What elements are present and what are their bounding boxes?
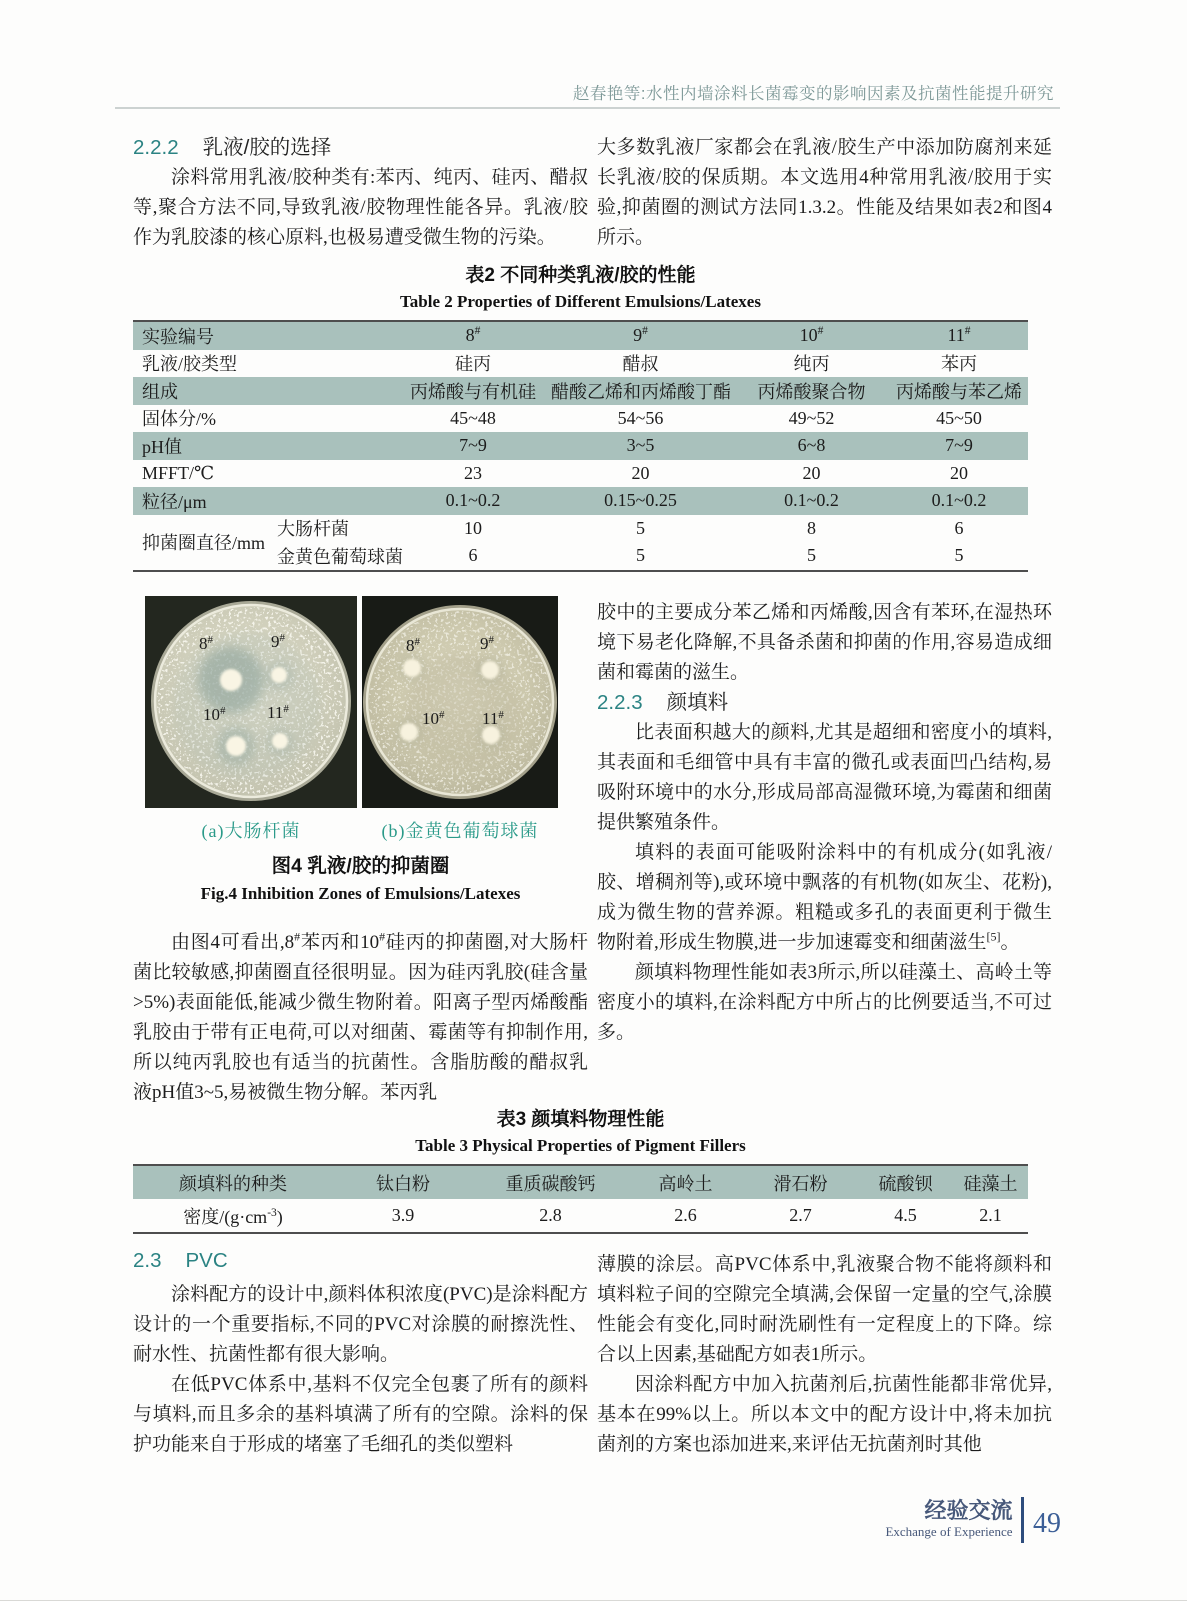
cell: 丙烯酸与苯乙烯 [896, 381, 1022, 402]
cell: 3~5 [626, 435, 655, 456]
paragraph: 涂料配方的设计中,颜料体积浓度(PVC)是涂料配方设计的一个重要指标,不同的PVC对涂膜的耐擦洗性、耐水性、抗菌性都有很大影响。 [133, 1284, 588, 1365]
cell [548, 321, 733, 350]
paragraph: 因涂料配方中加入抗菌剂后,抗菌性能都非常优异,基本在99%以上。所以本文中的配方设计中,将未加抗菌剂的方案也添加进来,来评估无抗菌剂时其他 [597, 1374, 1052, 1455]
table-row [133, 1165, 1028, 1199]
row-label: 抑菌圈直径/mm [142, 533, 266, 553]
paragraph: 大多数乳液厂家都会在乳液/胶生产中添加防腐剂来延长乳液/胶的保质期。本文选用4种常用乳液/胶用于实验,抑菌圈的测试方法同1.3.2。性能及结果如表2和图4所示。 [597, 137, 1052, 248]
left-column-bottom [133, 1246, 588, 1460]
cell: 23 [464, 462, 482, 483]
page-footer [885, 1497, 1061, 1543]
cell: 硅丙 [455, 354, 491, 375]
paragraph: 比表面积越大的颜料,尤其是超细和密度小的填料,其表面和毛细管中具有丰富的微孔或表面凹凸结构,易吸附环境中的水分,形成局部高湿微环境,为霉菌和细菌提供繁殖条件。 [597, 722, 1052, 833]
header-rule [115, 107, 1060, 109]
table-row [133, 350, 1028, 378]
table-row [133, 321, 1028, 350]
caption-a: (a)大肠杆菌 [201, 821, 301, 841]
table-row [133, 487, 1028, 515]
dish-label-10: 10# [203, 705, 226, 724]
dish-label-8: 8# [406, 636, 420, 655]
dish-label-8: 8# [199, 634, 213, 653]
cell: 45~50 [936, 407, 982, 428]
sample-disc-8 [403, 659, 421, 677]
cell: 20 [950, 462, 968, 483]
cell: 醋叔 [622, 354, 659, 375]
section-number: 2.3 [133, 1249, 162, 1272]
cell: 10 [464, 517, 482, 538]
footer-section-name [885, 1499, 1012, 1541]
cell: 7~9 [459, 435, 487, 456]
cell [733, 321, 890, 350]
column-header: 高岭土 [658, 1173, 713, 1194]
row-label: 密度$/(g\cdot cm^{-3})$ [183, 1206, 283, 1227]
table-3-caption-cn: 表3 颜填料物理性能 [496, 1109, 665, 1130]
column-header: 硅藻土 [963, 1173, 1018, 1194]
section-title: 乳液/胶的选择 [202, 136, 332, 159]
cell: 纯丙 [793, 354, 830, 375]
sample-disc-11 [272, 733, 288, 749]
sample-disc-11 [482, 726, 500, 744]
cell: 20 [631, 462, 650, 483]
cell: 醋酸乙烯和丙烯酸丁酯 [551, 381, 731, 402]
cell: 5 [636, 545, 645, 566]
cell: 2.7 [789, 1205, 812, 1225]
cell: 45~48 [450, 407, 496, 428]
paragraph: 薄膜的涂层。高PVC体系中,乳液聚合物不能将颜料和填料粒子间的空隙完全填满,会保留一定量的空气,涂膜性能会有变化,同时耐洗刷性有一定程度上的下降。综合以上因素,基础配方如表1所示。 [597, 1254, 1052, 1365]
sample-disc-10 [400, 723, 418, 741]
table-2 [133, 320, 1028, 572]
running-head: 赵春艳等:水性内墙涂料长菌霉变的影响因素及抗菌性能提升研究 [572, 85, 1054, 103]
figure-4-caption-cn: 图4 乳液/胶的抑菌圈 [271, 855, 450, 877]
right-column-middle [597, 598, 1052, 1048]
cell: 5 [807, 545, 816, 566]
table-row [133, 1199, 1028, 1233]
page-number: 49 [1033, 1508, 1061, 1539]
paragraph: 由图4可看出,8#苯丙和10#硅丙的抑菌圈,对大肠杆菌比较敏感,抑菌圈直径很明显。因为硅丙乳胶(硅含量>5%)表面能低,能减少微生物附着。阳离子型丙烯酸酯乳胶由于带有正电荷,可以对细菌、霉菌等有抑制作用,所以纯丙乳胶也有适当的抗菌性。含脂肪酸的醋叔乳液pH值3~5,易被微生物分解。苯丙乳 [133, 929, 588, 1103]
column-header: 滑石粉 [773, 1173, 828, 1194]
table-row [133, 405, 1028, 433]
sample-id: 11 [947, 325, 965, 346]
column-header: 颜填料的种类 [179, 1173, 287, 1194]
section-title: PVC [185, 1249, 228, 1272]
column-header: 硫酸钡 [878, 1173, 933, 1194]
column-header: 钛白粉 [376, 1173, 430, 1194]
petri-dish-photo-ecoli [145, 596, 357, 808]
cell: 0.1~0.2 [784, 490, 839, 511]
cell: 7~9 [945, 435, 973, 456]
cell: 0.1~0.2 [931, 490, 987, 511]
paragraph: 在低PVC体系中,基料不仅完全包裹了所有的颜料与填料,而且多余的基料填满了所有的空隙。涂料的保护功能来自于形成的堵塞了毛细孔的类似塑料 [133, 1374, 588, 1455]
footer-divider-bar [1021, 1497, 1025, 1543]
figure-4-caption-en: Fig.4 Inhibition Zones of Emulsions/Latexes [200, 884, 521, 903]
sample-disc-9 [481, 661, 499, 679]
section-heading-23 [133, 1246, 588, 1276]
footer-en: Exchange of Experience [885, 1524, 1013, 1539]
cell: 5 [636, 517, 645, 538]
cell [398, 321, 548, 350]
table-row [133, 515, 1028, 543]
hash-sup: # [642, 325, 648, 338]
section-heading-223 [597, 688, 1052, 718]
section-number: 2.2.3 [597, 691, 643, 714]
petri-dish-photo-saureus [362, 596, 558, 808]
section-number: 2.2.2 [133, 136, 179, 159]
row-label: 实验编号 [142, 326, 214, 347]
table-row [133, 377, 1028, 405]
caption-b: (b)金黄色葡萄球菌 [381, 821, 539, 841]
cell: 2.6 [674, 1205, 697, 1225]
cell [890, 321, 1028, 350]
section-title: 颜填料 [666, 691, 729, 714]
figure-4-block [133, 596, 588, 1108]
cell: 3.9 [391, 1205, 415, 1225]
dish-label-9: 9# [271, 632, 285, 651]
right-column-top [597, 133, 1052, 253]
cell: 苯丙 [941, 354, 977, 375]
dish-label-10: 10# [422, 709, 445, 728]
cell: 2.8 [539, 1205, 562, 1225]
row-label: 粒径/μm [142, 491, 207, 512]
cell: 4.5 [894, 1205, 917, 1225]
sample-id: 9 [633, 325, 643, 346]
row-label: 乳液/胶类型 [142, 354, 238, 375]
cell: 6 [468, 545, 478, 566]
row-label: MFFT/℃ [142, 462, 215, 483]
cell: 49~52 [788, 407, 835, 428]
dish-label-11: 11# [267, 703, 289, 722]
table-2-block [133, 264, 1028, 572]
right-column-bottom [597, 1250, 1052, 1460]
table-row [133, 460, 1028, 488]
table-2-caption-en: Table 2 Properties of Different Emulsions/Latexes [400, 292, 761, 311]
sample-disc-8 [220, 669, 242, 691]
table-row [133, 432, 1028, 460]
sample-id: 10 [799, 325, 818, 346]
paragraph: 颜填料物理性能如表3所示,所以硅藻土、高岭土等密度小的填料,在涂料配方中所占的比例要适当,不可过多。 [597, 962, 1052, 1043]
table-3 [133, 1164, 1028, 1234]
petri-dish-photos [145, 596, 588, 808]
paragraph: 填料的表面可能吸附涂料中的有机成分(如乳液/胶、增稠剂等),或环境中飘落的有机物(如灰尘、花粉),成为微生物的营养源。粗糙或多孔的表面更利于微生物附着,形成生物膜,进一步加速霉变和细菌滋生[5]。 [597, 842, 1052, 953]
section-heading-222 [133, 133, 588, 163]
table-3-caption-en: Table 3 Physical Properties of Pigment Fillers [415, 1136, 746, 1155]
cell: 5 [954, 545, 964, 566]
row-label: 固体分/% [142, 409, 216, 430]
sub-label: 金黄色葡萄球菌 [277, 546, 403, 567]
table-3-block [133, 1108, 1028, 1234]
row-label: 组成 [142, 381, 178, 402]
hash-sup: # [817, 325, 824, 338]
dish-label-9: 9# [480, 634, 494, 653]
footer-cn: 经验交流 [924, 1498, 1013, 1523]
subfigure-captions [145, 817, 588, 843]
sample-id: 8 [465, 325, 475, 346]
column-header: 重质碳酸钙 [505, 1173, 596, 1194]
hash-sup: # [964, 325, 971, 338]
paragraph: 涂料常用乳液/胶种类有:苯丙、纯丙、硅丙、醋叔等,聚合方法不同,导致乳液/胶物理性能各异。乳液/胶作为乳胶漆的核心原料,也极易遭受微生物的污染。 [133, 167, 588, 248]
cell: 6~8 [797, 435, 826, 456]
cell: 2.1 [979, 1205, 1002, 1225]
paragraph: 胶中的主要成分苯乙烯和丙烯酸,因含有苯环,在湿热环境下易老化降解,不具备杀菌和抑菌的作用,容易造成细菌和霉菌的滋生。 [597, 602, 1052, 683]
cell: 6 [954, 517, 964, 538]
dish-label-11: 11# [482, 709, 504, 728]
cell: 0.15~0.25 [604, 490, 677, 511]
cell: 20 [802, 462, 821, 483]
table-row [133, 542, 1028, 571]
cell: 丙烯酸聚合物 [757, 381, 866, 402]
cell: 0.1~0.2 [445, 490, 501, 511]
table-2-caption-cn: 表2 不同种类乳液/胶的性能 [465, 265, 696, 286]
cell: 54~56 [617, 407, 664, 428]
row-label: pH值 [142, 436, 182, 457]
cell: 丙烯酸与有机硅 [410, 381, 536, 402]
cell: 8 [807, 517, 816, 538]
hash-sup: # [474, 325, 481, 338]
sub-label: 大肠杆菌 [277, 519, 349, 540]
sample-disc-9 [271, 667, 287, 683]
left-column-top [133, 133, 588, 253]
sample-disc-10 [226, 736, 246, 756]
